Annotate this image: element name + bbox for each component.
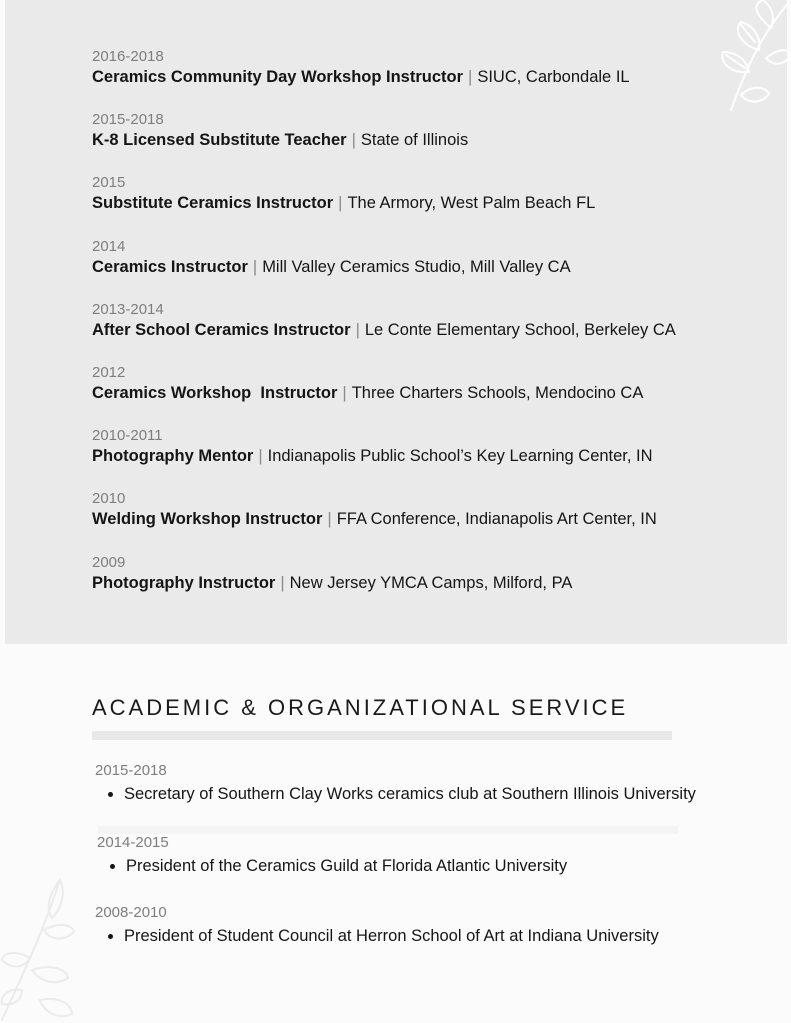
- experience-entry: [92, 111, 676, 174]
- entry-role: Ceramics Community Day Workshop Instructor: [92, 68, 464, 86]
- entry-years: 2013-2014: [92, 300, 164, 318]
- experience-entry: [92, 364, 676, 427]
- entry-place: Three Charters Schools, Mendocino CA: [351, 383, 644, 402]
- service-years: 2014-2015: [97, 834, 169, 851]
- entry-place: Indianapolis Public School’s Key Learning Center, IN: [267, 447, 653, 466]
- entry-years: 2012: [92, 363, 126, 381]
- service-entry: [95, 904, 659, 947]
- entry-separator: |: [338, 194, 343, 213]
- entry-place: State of Illinois: [360, 131, 469, 150]
- entry-separator: |: [258, 447, 263, 466]
- entry-years: 2014: [92, 237, 126, 255]
- entry-role: Photography Mentor: [92, 447, 254, 466]
- entry-separator: |: [280, 573, 285, 592]
- experience-entry: [92, 174, 676, 237]
- entry-years: 2015: [92, 174, 126, 192]
- entry-separator: |: [252, 257, 258, 276]
- entry-place: The Armory, West Palm Beach FL: [347, 194, 596, 213]
- entry-separator: |: [327, 510, 332, 529]
- entry-place: Le Conte Elementary School, Berkeley CA: [364, 320, 676, 339]
- entry-separator: |: [342, 383, 347, 402]
- experience-entry: [92, 554, 676, 617]
- entry-years: 2010-2011: [92, 427, 163, 445]
- service-years: 2015-2018: [95, 762, 167, 779]
- entry-role: Ceramics Instructor: [92, 257, 248, 276]
- entry-role: Welding Workshop Instructor: [92, 510, 323, 529]
- service-years: 2008-2010: [95, 904, 167, 921]
- leaf-branch-icon: [671, 0, 791, 115]
- service-entry: [97, 834, 567, 877]
- service-item: • President of the Ceramics Guild at Florida Atlantic University: [126, 855, 567, 877]
- entry-years: 2010: [92, 490, 126, 508]
- title-underline: [92, 731, 672, 740]
- entry-separator: |: [351, 131, 356, 150]
- service-item: • Secretary of Southern Clay Works ceramics club at Southern Illinois University: [124, 783, 696, 805]
- entry-separator: |: [468, 68, 473, 86]
- experience-entry: [92, 301, 676, 364]
- entry-role: Substitute Ceramics Instructor: [92, 194, 334, 213]
- divider: [98, 826, 678, 834]
- entry-role: After School Ceramics Instructor: [92, 320, 351, 339]
- entry-years: 2015-2018: [92, 111, 164, 129]
- entry-role: Photography Instructor: [92, 573, 276, 592]
- entry-separator: |: [355, 320, 360, 339]
- entry-place: New Jersey YMCA Camps, Milford, PA: [289, 573, 573, 592]
- entry-place: FFA Conference, Indianapolis Art Center, IN: [336, 510, 657, 529]
- entry-years: 2009: [92, 553, 126, 571]
- service-item: • President of Student Council at Herron School of Art at Indiana University: [124, 925, 659, 947]
- experience-list: [92, 48, 676, 617]
- experience-entry: [92, 238, 676, 301]
- experience-entry: [92, 490, 676, 553]
- service-entry: [95, 762, 696, 805]
- experience-entry: [92, 427, 676, 490]
- entry-role: Ceramics Workshop Instructor: [92, 383, 338, 402]
- section-title: ACADEMIC & ORGANIZATIONAL SERVICE: [92, 695, 629, 720]
- entry-role: K-8 Licensed Substitute Teacher: [92, 131, 347, 150]
- experience-entry: [92, 48, 676, 111]
- entry-place: SIUC, Carbondale IL: [477, 68, 630, 86]
- entry-place: Mill Valley Ceramics Studio, Mill Valley CA: [262, 257, 571, 276]
- entry-years: 2016-2018: [92, 48, 164, 65]
